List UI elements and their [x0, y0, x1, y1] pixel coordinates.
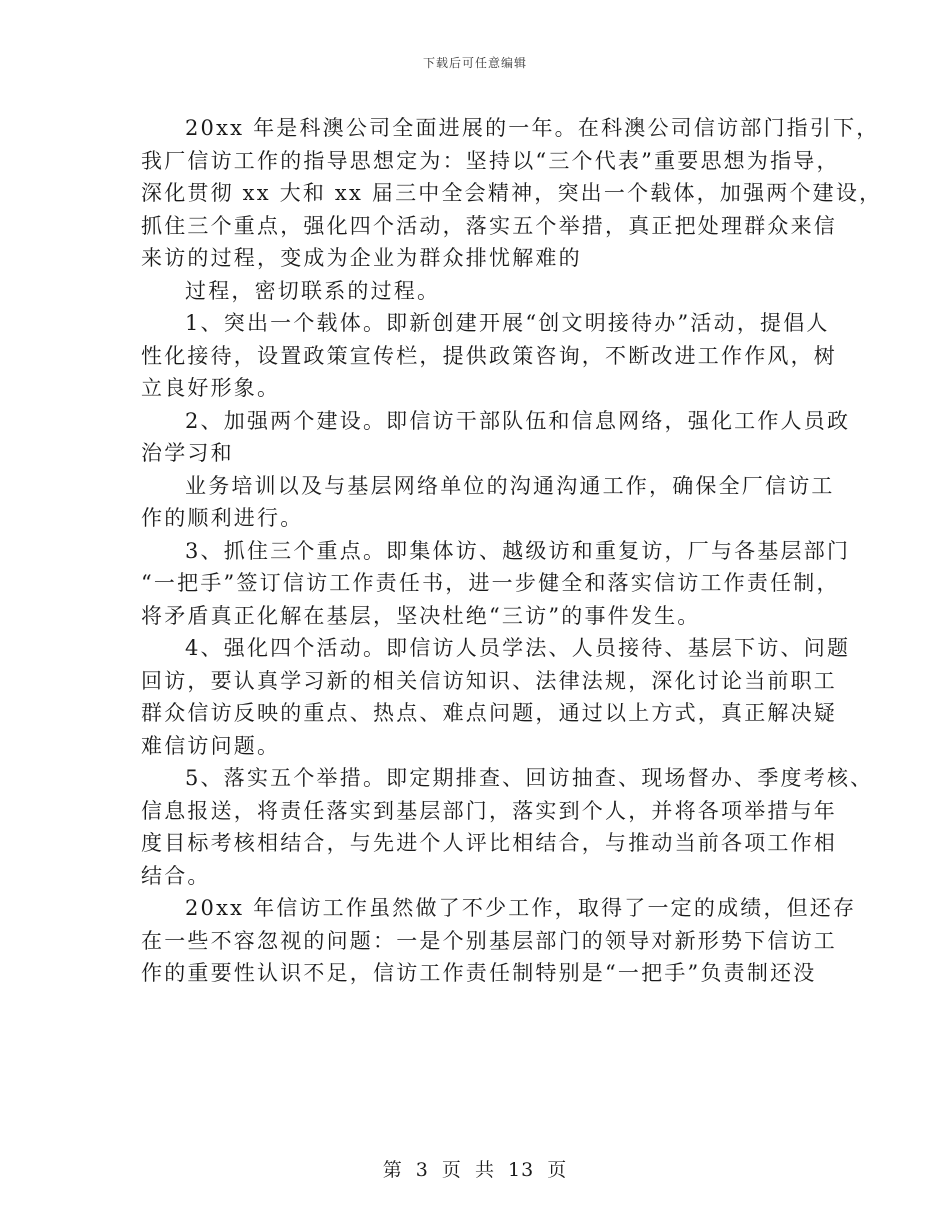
- text-line: 信息报送，将责任落实到基层部门，落实到个人，并将各项举措与年: [141, 798, 837, 823]
- page-header: 下载后可任意编辑: [422, 56, 527, 70]
- text-line: 3、抓住三个重点。即集体访、越级访和重复访，厂与各基层部门: [185, 538, 851, 563]
- text-line: 来访的过程，变成为企业为群众排忧解难的: [141, 246, 582, 270]
- text-line: 2、加强两个建设。即信访干部队伍和信息网络，强化工作人员政: [185, 408, 851, 433]
- text-line: 业务培训以及与基层网络单位的沟通沟通工作，确保全厂信访工: [185, 473, 835, 498]
- text-line: 治学习和: [141, 441, 234, 465]
- text-line: 回访，要认真学习新的相关信访知识、法律法规，深化讨论当前职工: [141, 668, 837, 693]
- text-line: 20xx 年是科澳公司全面进展的一年。在科澳公司信访部门指引下，: [185, 116, 880, 140]
- text-line: 结合。: [141, 863, 211, 888]
- text-line: 作的重要性认识不足，信访工作责任制特别是“一把手”负责制还没: [141, 961, 817, 985]
- text-line: 20xx 年信访工作虽然做了不少工作，取得了一定的成绩，但还存: [185, 896, 857, 920]
- text-line: 5、落实五个举措。即定期排查、回访抽查、现场督办、季度考核、: [185, 766, 874, 790]
- text-line: 深化贯彻 xx 大和 xx 届三中全会精神，突出一个载体，加强两个建设，: [141, 181, 883, 205]
- document-body: [141, 112, 883, 990]
- text-line: 度目标考核相结合，与先进个人评比相结合，与推动当前各项工作相: [141, 831, 837, 855]
- text-line: 作的顺利进行。: [141, 506, 304, 530]
- text-line: 在一些不容忽视的问题：一是个别基层部门的领导对新形势下信访工: [141, 928, 837, 953]
- page-footer: 第 3 页 共 13 页: [382, 1159, 568, 1181]
- text-line: 4、强化四个活动。即信访人员学法、人员接待、基层下访、问题: [185, 636, 851, 660]
- text-line: 性化接待，设置政策宣传栏，提供政策咨询，不断改进工作作风，树: [141, 343, 837, 368]
- text-line: 1、突出一个载体。即新创建开展“创文明接待办”活动，提倡人: [185, 311, 830, 335]
- text-line: 难信访问题。: [141, 733, 281, 758]
- text-line: 抓住三个重点，强化四个活动，落实五个举措，真正把处理群众来信: [141, 213, 837, 238]
- text-line: 将矛盾真正化解在基层，坚决杜绝“三访”的事件发生。: [141, 603, 701, 628]
- text-line: 立良好形象。: [141, 376, 281, 400]
- text-line: 过程，密切联系的过程。: [185, 278, 441, 303]
- text-line: 群众信访反映的重点、热点、难点问题，通过以上方式，真正解决疑: [141, 701, 837, 725]
- text-line: “一把手”签订信访工作责任书，进一步健全和落实信访工作责任制，: [141, 571, 840, 595]
- text-line: 我厂信访工作的指导思想定为：坚持以“三个代表”重要思想为指导，: [141, 148, 840, 173]
